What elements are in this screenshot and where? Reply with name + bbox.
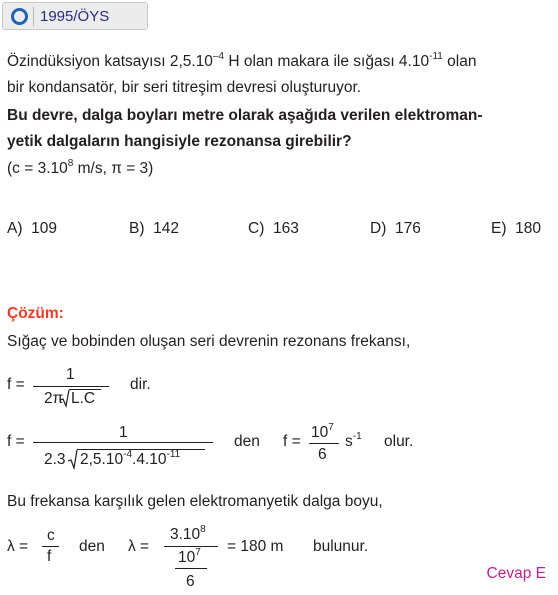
- eq1-root-sign: [60, 388, 70, 408]
- eq1-tail: dir.: [130, 376, 151, 393]
- source-tag: [2, 2, 148, 30]
- eq2-tail: olur.: [384, 433, 414, 450]
- eq3-inner-fraction-bar: [175, 568, 207, 569]
- option-b[interactable]: B) 142: [129, 220, 179, 237]
- eq3-fraction-bar: [42, 546, 59, 547]
- question-line-3: Bu devre, dalga boyları metre olarak aşağıda verilen elektroman-: [7, 107, 483, 124]
- eq3-lhs-2: λ =: [128, 538, 150, 555]
- eq2-denominator-factor: 2.3: [44, 451, 66, 468]
- eq3-connector: den: [79, 538, 105, 555]
- option-c[interactable]: C) 163: [248, 220, 299, 237]
- eq1-numerator: 1: [66, 366, 75, 383]
- eq2-root-content: $2,5.10^{-4}.4.10^{-11}$: [80, 449, 181, 468]
- eq3-numerator: c: [47, 527, 55, 544]
- eq2-lhs: f =: [7, 433, 25, 450]
- eq2-denominator-2: 6: [318, 446, 327, 463]
- eq3-inner-denominator: 6: [186, 573, 195, 590]
- eq2-numerator: 1: [119, 424, 128, 441]
- eq2-fraction-bar-2: [309, 443, 339, 444]
- eq3-result: = 180 m: [227, 538, 284, 555]
- option-a[interactable]: A) 109: [7, 220, 57, 237]
- eq2-root-bar: [77, 449, 205, 450]
- solution-intro-2: Bu frekansa karşılık gelen elektromanyetik dalga boyu,: [7, 493, 383, 510]
- question-line-4: yetik dalgaların hangisiyle rezonansa girebilir?: [7, 133, 352, 150]
- eq1-fraction-bar: [33, 386, 109, 387]
- source-year-label: 1995/ÖYS: [40, 8, 110, 25]
- option-e[interactable]: E) 180: [491, 220, 541, 237]
- eq2-unit: $s^{-1}$: [345, 431, 362, 450]
- eq2-fraction-bar: [33, 442, 213, 443]
- eq2-connector: den: [234, 433, 260, 450]
- solution-title: Çözüm:: [7, 305, 64, 322]
- solution-intro: Sığaç ve bobinden oluşan seri devrenin rezonans frekansı,: [7, 333, 411, 350]
- eq3-lhs: λ =: [7, 538, 29, 555]
- eq2-lhs-2: f =: [283, 433, 301, 450]
- ring-icon: [11, 8, 28, 25]
- answer-key: Cevap E: [486, 565, 546, 582]
- eq1-denominator: 2π: [44, 390, 64, 407]
- eq2-numerator-2: $10^7$: [311, 422, 334, 441]
- eq3-tail: bulunur.: [313, 538, 369, 555]
- eq1-lhs: f =: [7, 376, 25, 393]
- eq2-root-sign: [68, 448, 78, 470]
- eq3-denominator: f: [47, 548, 52, 565]
- option-d[interactable]: D) 176: [370, 220, 421, 237]
- eq1-root-content: L.C: [71, 390, 96, 407]
- eq3-numerator-2: 3.10$^8$: [170, 524, 206, 543]
- eq3-inner-numerator: $10^7$: [178, 547, 201, 566]
- eq3-fraction-bar-2: [164, 546, 218, 547]
- question-line-2: bir kondansatör, bir seri titreşim devresi oluşturuyor.: [7, 79, 362, 96]
- tag-divider: [33, 7, 34, 26]
- question-constants: ($c = 3.10^8$ m/s, π = 3): [7, 158, 154, 177]
- question-line-1: Özindüksiyon katsayısı $2,5.10^{-4}$ H olan makara ile sığası $4.10^{-11}$ olan: [7, 51, 477, 70]
